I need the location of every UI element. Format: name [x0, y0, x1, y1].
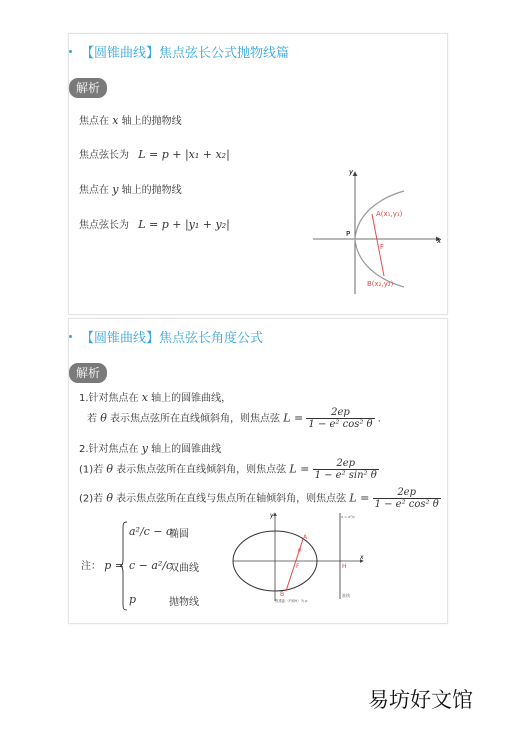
- directrix-label: 准线: [342, 593, 350, 598]
- note-label: 注： p =: [81, 559, 124, 572]
- item3-fraction: $\frac{2ep}{\text{1 − e² sin² θ}}$: [314, 458, 377, 481]
- case2-name: 双曲线: [169, 563, 199, 574]
- ellipse-diagram: [231, 509, 366, 604]
- watermark: 易坊好文馆: [368, 688, 473, 712]
- item3-formula-line: (1)若 θ 表示焦点弦所在直线倾斜角，则焦点弦 L = $\frac{2ep}{\text{1 − e² sin² θ}}$: [79, 458, 377, 481]
- y-axis-label: y: [349, 168, 354, 176]
- analysis-badge: 解析: [69, 78, 107, 98]
- line-y-axis-parabola: 焦点在 y 轴上的抛物线: [79, 183, 182, 196]
- case2-expr: c − a²/c: [129, 559, 173, 572]
- item2-heading: 2.针对焦点在 y 轴上的圆锥曲线: [79, 442, 222, 455]
- case3-name: 抛物线: [169, 597, 199, 608]
- x-axis-label: x: [437, 237, 442, 245]
- point-b-label: B: [280, 591, 285, 598]
- item4-fraction: $\frac{2ep}{\text{1 − e² cos² θ}}$: [374, 487, 439, 510]
- directrix-equation: x = a²/c: [341, 515, 355, 519]
- item1-fraction: $\frac{2ep}{\text{1 − e² cos² θ}}$: [308, 407, 373, 430]
- analysis-badge: 解析: [69, 363, 107, 383]
- section-title-row: [69, 324, 263, 348]
- bullet-icon: [69, 335, 72, 338]
- bullet-icon: [69, 50, 72, 53]
- point-f-label: F: [296, 563, 300, 570]
- section-title: 【圆锥曲线】焦点弦长角度公式: [81, 330, 264, 346]
- line-chord-length-y: 焦点弦长为 L = p + |y₁ + y₂|: [79, 218, 230, 231]
- parabola-diagram: [309, 166, 444, 296]
- piecewise-brace: [120, 521, 128, 611]
- theta-label: θ: [298, 548, 302, 554]
- card-parabola-chord: [68, 33, 448, 315]
- x-axis-label: x: [360, 554, 364, 561]
- item1-heading: 1.针对焦点在 x 轴上的圆锥曲线，: [79, 391, 232, 404]
- point-p-label: P: [346, 230, 351, 238]
- point-a-label: A(x₁,y₁): [376, 210, 403, 218]
- point-h-label: H: [342, 563, 347, 570]
- case3-expr: p: [129, 593, 137, 606]
- focal-distance-note: 焦准距（F到H）为 p: [275, 599, 308, 603]
- point-a-label: A: [303, 534, 308, 541]
- line-x-axis-parabola: 焦点在 x 轴上的抛物线: [79, 114, 182, 127]
- item1-formula-line: 若 θ 表示焦点弦所在直线倾斜角，则焦点弦 L = $\frac{2ep}{\text{1 − e² cos² θ}}$ .: [87, 407, 381, 430]
- point-f-label: F: [380, 243, 385, 251]
- item4-formula-line: (2)若 θ 表示焦点弦所在直线与焦点所在轴倾斜角，则焦点弦 L = $\frac{2ep}{\text{1 − e² cos² θ}}$: [79, 487, 439, 510]
- section-title-row: [69, 39, 289, 63]
- focal-chord: [286, 539, 303, 591]
- y-axis-label: y: [270, 512, 274, 519]
- card-angle-chord: [68, 318, 448, 624]
- line-chord-length-x: 焦点弦长为 L = p + |x₁ + x₂|: [79, 148, 230, 161]
- section-title: 【圆锥曲线】焦点弦长公式抛物线篇: [81, 45, 290, 61]
- case1-expr: a²/c − c: [129, 525, 173, 538]
- case1-name: 椭圆: [169, 529, 189, 540]
- point-b-label: B(x₂,y₂): [367, 280, 394, 288]
